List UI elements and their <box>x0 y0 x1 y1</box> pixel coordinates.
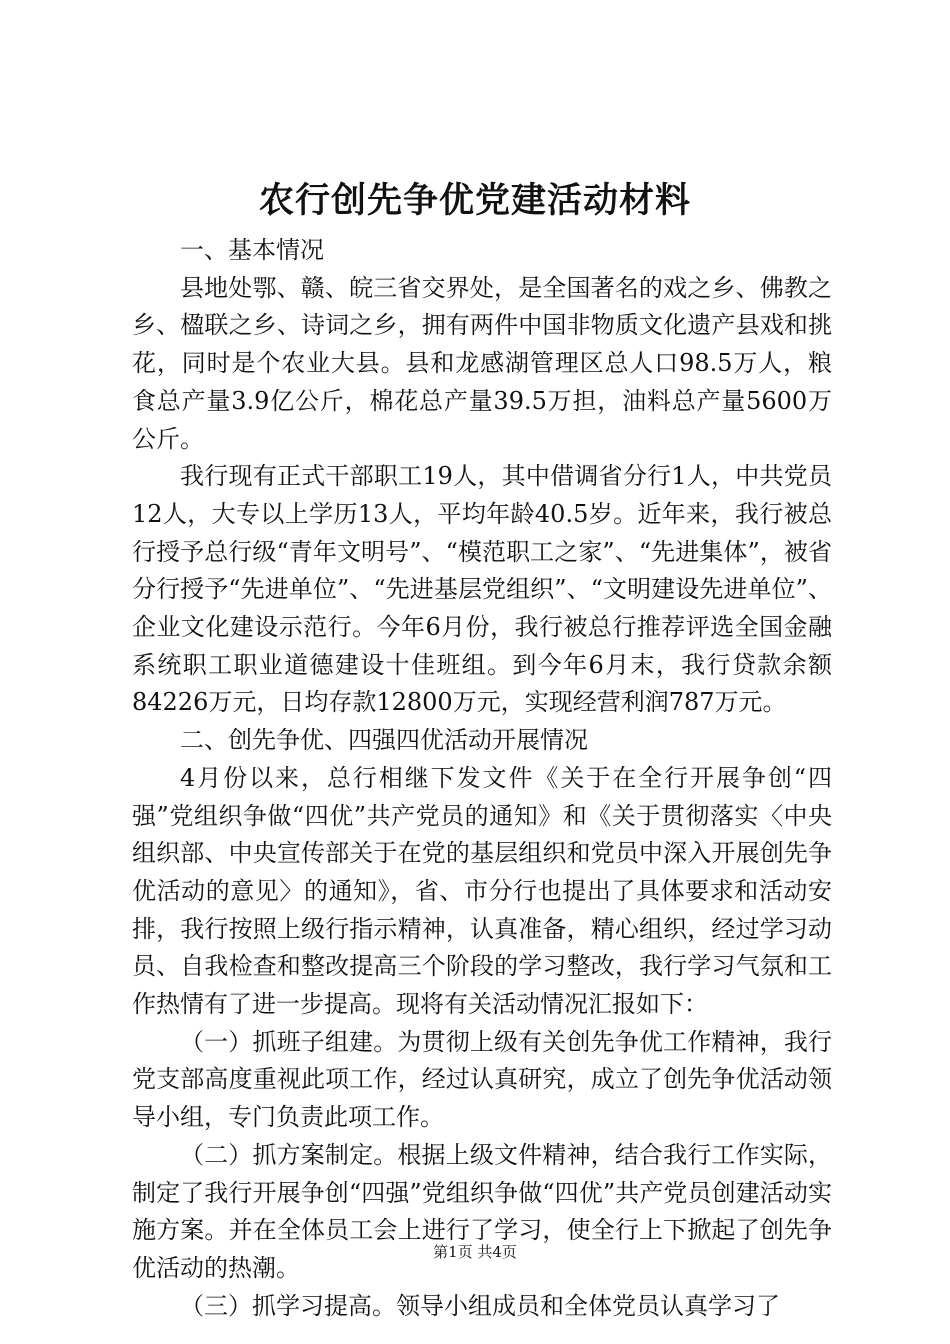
document-title: 农行创先争优党建活动材料 <box>258 180 691 221</box>
paragraph-study-improvement: （三）抓学习提高。领导小组成员和全体党员认真学习了 <box>180 1291 780 1320</box>
paragraph-county-overview: 县地处鄂、赣、皖三省交界处，是全国著名的戏之乡、佛教之乡、楹联之乡、诗词之乡，拥有两件中国非物质文化遗产县戏和挑花，同时是个农业大县。县和龙感湖管理区总人口98.5万人，粮食总产量3.9亿公斤，棉花总产量39.5万担，油料总产量5600万公斤。 <box>132 273 832 453</box>
section-heading-basic-info: 一、基本情况 <box>180 236 324 264</box>
page-number-footer: 第1页 共4页 <box>433 1243 517 1261</box>
paragraph-activities-intro: 4月份以来，总行相继下发文件《关于在全行开展争创“四强”党组织争做“四优”共产党员的通知》和《关于贯彻落实〈中央组织部、中央宣传部关于在党的基层组织和党员中深入开展创先争优活动的意见〉的通知》，省、市分行也提出了具体要求和活动安排，我行按照上级行指示精神，认真准备，精心组织，经过学习动员、自我检查和整改提高三个阶段的学习整改，我行学习气氛和工作热情有了进一步提高。现将有关活动情况汇报如下： <box>132 763 832 1019</box>
paragraph-team-building: （一）抓班子组建。为贯彻上级有关创先争优工作精神，我行党支部高度重视此项工作，经过认真研究，成立了创先争优活动领导小组，专门负责此项工作。 <box>132 1027 832 1132</box>
document-body <box>132 232 832 1325</box>
section-heading-activities: 二、创先争优、四强四优活动开展情况 <box>180 726 588 755</box>
paragraph-branch-overview: 我行现有正式干部职工19人，其中借调省分行1人，中共党员12人，大专以上学历13人，平均年龄40.5岁。近年来，我行被总行授予总行级“青年文明号”、“模范职工之家”、“先进集体”，被省分行授予“先进单位”、“先进基层党组织”、“文明建设先进单位”、企业文化建设示范行。今年6月份，我行被总行推荐评选全国金融系统职工职业道德建设十佳班组。到今年6月末，我行贷款余额84226万元，日均存款12800万元，实现经营利润787万元。 <box>132 462 832 717</box>
paragraph-plan-making: （二）抓方案制定。根据上级文件精神，结合我行工作实际，制定了我行开展争创“四强”党组织争做“四优”共产党员创建活动实施方案。并在全体员工会上进行了学习，使全行上下掀起了创先争优活动的热潮。 <box>132 1140 832 1282</box>
